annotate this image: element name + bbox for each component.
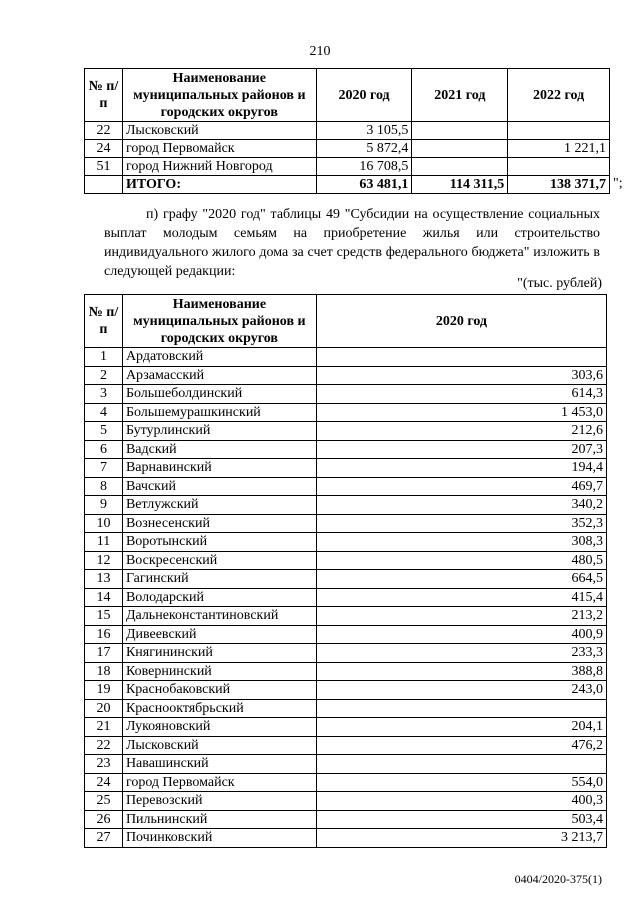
district-name: Большемурашкинский <box>122 403 316 422</box>
amount-cell: 614,3 <box>316 385 606 404</box>
row-number: 4 <box>85 403 123 422</box>
header-2020: 2020 год <box>316 295 606 348</box>
row-number: 5 <box>85 422 123 441</box>
amount-cell <box>508 158 610 176</box>
row-number: 23 <box>85 755 123 774</box>
header-number: № п/п <box>85 295 123 348</box>
table-row <box>85 588 607 607</box>
amount-cell: 352,3 <box>316 514 606 533</box>
district-name: Навашинский <box>122 755 316 774</box>
row-number: 7 <box>85 459 123 478</box>
amount-cell <box>316 755 606 774</box>
row-number: 20 <box>85 699 123 718</box>
table-row <box>85 829 607 848</box>
table-row <box>85 570 607 589</box>
district-name: Варнавинский <box>122 459 316 478</box>
row-number: 16 <box>85 625 123 644</box>
amount-cell: 400,9 <box>316 625 606 644</box>
amount-cell: 243,0 <box>316 681 606 700</box>
district-name: Княгининский <box>122 644 316 663</box>
district-name: город Первомайск <box>122 773 316 792</box>
amount-cell: 1 453,0 <box>316 403 606 422</box>
district-name: Пильнинский <box>122 810 316 829</box>
document-code: 0404/2020-375(1) <box>514 872 602 886</box>
table-row <box>85 699 607 718</box>
unit-label: "(тыс. рублей) <box>517 276 602 291</box>
amount-cell: 1 221,1 <box>508 140 610 158</box>
amount-cell: 664,5 <box>316 570 606 589</box>
district-name: Ковернинский <box>122 662 316 681</box>
district-name: Ардатовский <box>122 348 316 367</box>
page-number: 210 <box>309 44 331 59</box>
row-number: 26 <box>85 810 123 829</box>
table-row <box>85 662 607 681</box>
amount-cell <box>316 699 606 718</box>
amount-cell: 400,3 <box>316 792 606 811</box>
row-number: 19 <box>85 681 123 700</box>
table-row <box>85 607 607 626</box>
district-name: Краснооктябрьский <box>122 699 316 718</box>
row-number: 17 <box>85 644 123 663</box>
table-row <box>85 122 610 140</box>
closing-quote: "; <box>613 176 623 191</box>
amount-cell <box>508 122 610 140</box>
header-district: Наименование муниципальных районов и городских округов <box>122 69 316 122</box>
amendment-text: п) графу "2020 год" таблицы 49 "Субсидии на осуществление социальных выплат молодым семьям на приобретение жилья или строительство индивидуального жилого дома за счет средств федерального бюджета" изложить в следующей редакции: <box>104 207 600 279</box>
total-row <box>85 176 610 194</box>
amount-cell <box>412 158 508 176</box>
table-row <box>85 366 607 385</box>
table-row <box>85 551 607 570</box>
row-number: 3 <box>85 385 123 404</box>
subsidy-table-continued <box>84 68 610 194</box>
district-name: Лысковский <box>122 122 316 140</box>
row-number: 1 <box>85 348 123 367</box>
amount-cell: 5 872,4 <box>316 140 412 158</box>
header-district: Наименование муниципальных районов и городских округов <box>122 295 316 348</box>
total-label: ИТОГО: <box>122 176 316 194</box>
table-row <box>85 773 607 792</box>
subsidy-table-49 <box>84 294 607 848</box>
district-name: Дальнеконстантиновский <box>122 607 316 626</box>
table-row <box>85 755 607 774</box>
header-2022: 2022 год <box>508 69 610 122</box>
total-2021: 114 311,5 <box>412 176 508 194</box>
amount-cell: 554,0 <box>316 773 606 792</box>
table-row <box>85 718 607 737</box>
amount-cell: 388,8 <box>316 662 606 681</box>
table-row <box>85 385 607 404</box>
row-number: 13 <box>85 570 123 589</box>
table-row <box>85 158 610 176</box>
table-row <box>85 348 607 367</box>
table-row <box>85 681 607 700</box>
row-number: 22 <box>85 122 123 140</box>
row-number: 24 <box>85 140 123 158</box>
district-name: Починковский <box>122 829 316 848</box>
amount-cell: 212,6 <box>316 422 606 441</box>
row-number: 9 <box>85 496 123 515</box>
table-row <box>85 477 607 496</box>
district-name: Дивеевский <box>122 625 316 644</box>
amount-cell: 213,2 <box>316 607 606 626</box>
total-2022: 138 371,7 <box>508 176 610 194</box>
table-row <box>85 533 607 552</box>
district-name: Лысковский <box>122 736 316 755</box>
table-row <box>85 403 607 422</box>
row-number: 24 <box>85 773 123 792</box>
district-name: Воскресенский <box>122 551 316 570</box>
district-name: Ветлужский <box>122 496 316 515</box>
amount-cell: 503,4 <box>316 810 606 829</box>
district-name: Лукояновский <box>122 718 316 737</box>
amount-cell: 303,6 <box>316 366 606 385</box>
header-2021: 2021 год <box>412 69 508 122</box>
table-row <box>85 644 607 663</box>
row-number: 18 <box>85 662 123 681</box>
district-name: город Нижний Новгород <box>122 158 316 176</box>
row-number: 6 <box>85 440 123 459</box>
amount-cell: 194,4 <box>316 459 606 478</box>
amount-cell: 3 105,5 <box>316 122 412 140</box>
row-number: 22 <box>85 736 123 755</box>
district-name: Арзамасский <box>122 366 316 385</box>
district-name: Большеболдинский <box>122 385 316 404</box>
table-row <box>85 810 607 829</box>
district-name: Перевозский <box>122 792 316 811</box>
amount-cell: 480,5 <box>316 551 606 570</box>
district-name: город Первомайск <box>122 140 316 158</box>
amount-cell: 415,4 <box>316 588 606 607</box>
district-name: Вознесенский <box>122 514 316 533</box>
total-number <box>85 176 123 194</box>
row-number: 15 <box>85 607 123 626</box>
amount-cell <box>316 348 606 367</box>
amount-cell: 204,1 <box>316 718 606 737</box>
amount-cell: 207,3 <box>316 440 606 459</box>
amount-cell <box>412 140 508 158</box>
district-name: Краснобаковский <box>122 681 316 700</box>
district-name: Вачский <box>122 477 316 496</box>
amount-cell: 16 708,5 <box>316 158 412 176</box>
table-row <box>85 514 607 533</box>
district-name: Володарский <box>122 588 316 607</box>
table-row <box>85 625 607 644</box>
amount-cell: 476,2 <box>316 736 606 755</box>
row-number: 10 <box>85 514 123 533</box>
header-2020: 2020 год <box>316 69 412 122</box>
amount-cell: 3 213,7 <box>316 829 606 848</box>
amount-cell: 233,3 <box>316 644 606 663</box>
row-number: 14 <box>85 588 123 607</box>
district-name: Бутурлинский <box>122 422 316 441</box>
district-name: Воротынский <box>122 533 316 552</box>
row-number: 12 <box>85 551 123 570</box>
district-name: Гагинский <box>122 570 316 589</box>
row-number: 8 <box>85 477 123 496</box>
amount-cell: 469,7 <box>316 477 606 496</box>
table-row <box>85 496 607 515</box>
amount-cell: 340,2 <box>316 496 606 515</box>
table-row <box>85 140 610 158</box>
row-number: 21 <box>85 718 123 737</box>
total-2020: 63 481,1 <box>316 176 412 194</box>
row-number: 51 <box>85 158 123 176</box>
table-row <box>85 422 607 441</box>
table-row <box>85 736 607 755</box>
table-row <box>85 459 607 478</box>
district-name: Вадский <box>122 440 316 459</box>
amount-cell: 308,3 <box>316 533 606 552</box>
amendment-paragraph <box>104 205 600 281</box>
table-row <box>85 792 607 811</box>
table-row <box>85 440 607 459</box>
table-header-row <box>85 69 610 122</box>
row-number: 25 <box>85 792 123 811</box>
row-number: 11 <box>85 533 123 552</box>
table-header-row <box>85 295 607 348</box>
row-number: 2 <box>85 366 123 385</box>
amount-cell <box>412 122 508 140</box>
row-number: 27 <box>85 829 123 848</box>
header-number: № п/п <box>85 69 123 122</box>
